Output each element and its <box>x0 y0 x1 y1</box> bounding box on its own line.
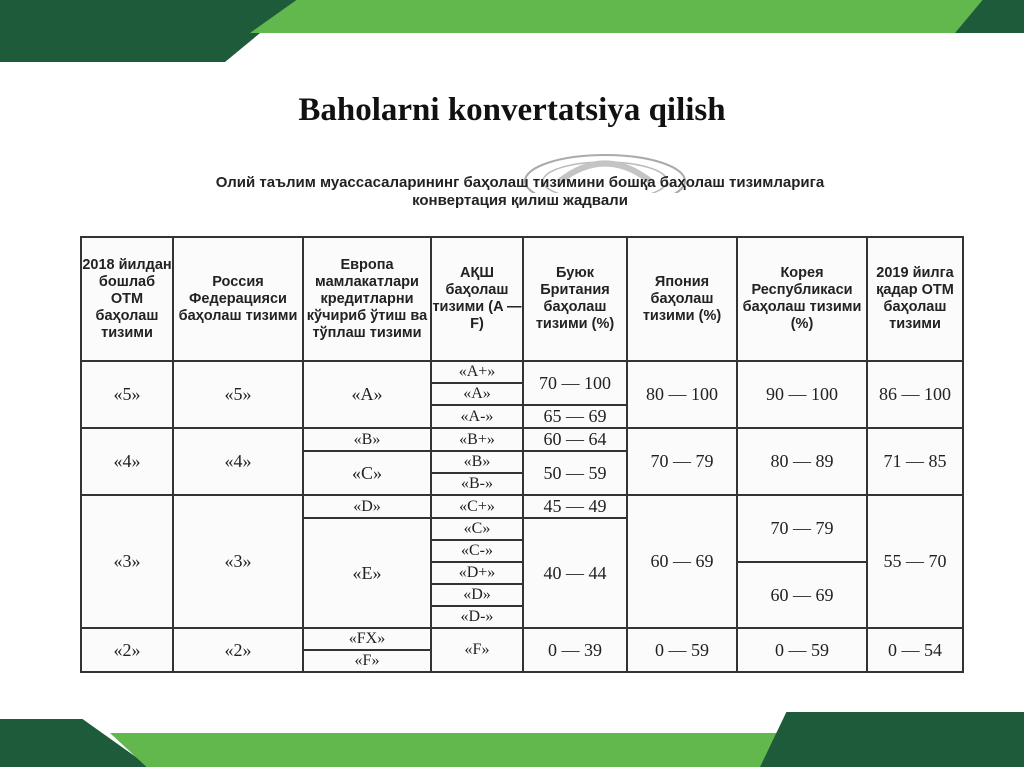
table-cell: 40 — 44 <box>523 518 627 628</box>
table-cell: 0 — 59 <box>627 628 737 672</box>
table-cell: «D-» <box>431 606 523 628</box>
table-row <box>81 428 963 451</box>
header-cell: Буюк Британия баҳолаш тизими (%) <box>523 237 627 361</box>
table-cell: «C» <box>303 451 431 495</box>
table-cell: 60 — 69 <box>737 562 867 628</box>
header-cell: АҚШ баҳолаш тизими (A — F) <box>431 237 523 361</box>
table-cell: 70 — 100 <box>523 361 627 405</box>
table-cell: 71 — 85 <box>867 428 963 495</box>
table-cell: «2» <box>81 628 173 672</box>
header-cell: Япония баҳолаш тизими (%) <box>627 237 737 361</box>
table-cell: «A» <box>431 383 523 405</box>
table-cell: «A-» <box>431 405 523 428</box>
table-cell: «B» <box>431 451 523 473</box>
table-cell: «4» <box>173 428 303 495</box>
table-caption <box>140 174 900 210</box>
table-cell: 70 — 79 <box>737 495 867 562</box>
table-row <box>81 495 963 518</box>
table-cell: «A» <box>303 361 431 428</box>
table-row <box>81 361 963 383</box>
table-cell: «3» <box>81 495 173 628</box>
table-cell: 80 — 100 <box>627 361 737 428</box>
table-cell: «C+» <box>431 495 523 518</box>
table-cell: «B» <box>303 428 431 451</box>
table-cell: 86 — 100 <box>867 361 963 428</box>
header-cell: Россия Федерацияси баҳолаш тизими <box>173 237 303 361</box>
table-cell: «D» <box>431 584 523 606</box>
table-caption-line2: конвертация қилиш жадвали <box>412 192 628 209</box>
table-cell: 55 — 70 <box>867 495 963 628</box>
table-cell: «4» <box>81 428 173 495</box>
table-cell: «5» <box>173 361 303 428</box>
header-cell: Корея Республикаси баҳолаш тизими (%) <box>737 237 867 361</box>
table-cell: 0 — 39 <box>523 628 627 672</box>
table-cell: «E» <box>303 518 431 628</box>
table-cell: «D+» <box>431 562 523 584</box>
table-caption-line1: Олий таълим муассасаларининг баҳолаш тизимини бошқа баҳолаш тизимларига <box>215 174 825 191</box>
table-cell: 70 — 79 <box>627 428 737 495</box>
table-cell: «C» <box>431 518 523 540</box>
table-cell: «B+» <box>431 428 523 451</box>
table-cell: 65 — 69 <box>523 405 627 428</box>
table-cell: «D» <box>303 495 431 518</box>
header-cell: 2018 йилдан бошлаб ОТМ баҳолаш тизими <box>81 237 173 361</box>
table-cell: «5» <box>81 361 173 428</box>
table-cell: 90 — 100 <box>737 361 867 428</box>
table-cell: «B-» <box>431 473 523 495</box>
bottom-right-dark-band <box>760 712 1024 767</box>
header-cell: 2019 йилга қадар ОТМ баҳолаш тизими <box>867 237 963 361</box>
table-cell: «3» <box>173 495 303 628</box>
table-cell: 0 — 54 <box>867 628 963 672</box>
top-light-band <box>250 0 1024 33</box>
header-cell: Европа мамлакатлари кредитларни кўчириб ўтиш ва тўплаш тизими <box>303 237 431 361</box>
header-row <box>81 237 963 361</box>
table-cell: «A+» <box>431 361 523 383</box>
table-cell: «FX» <box>303 628 431 650</box>
table-cell: 60 — 64 <box>523 428 627 451</box>
table-cell: 60 — 69 <box>627 495 737 628</box>
table-cell: 45 — 49 <box>523 495 627 518</box>
table-row <box>81 628 963 650</box>
grade-conversion-table <box>80 236 964 673</box>
table-cell: 80 — 89 <box>737 428 867 495</box>
table-cell: 0 — 59 <box>737 628 867 672</box>
table-cell: 50 — 59 <box>523 451 627 495</box>
table-cell: «C-» <box>431 540 523 562</box>
table-cell: «2» <box>173 628 303 672</box>
slide-title: Baholarni konvertatsiya qilish <box>298 92 726 128</box>
table-cell: «F» <box>431 628 523 672</box>
table-cell: «F» <box>303 650 431 672</box>
